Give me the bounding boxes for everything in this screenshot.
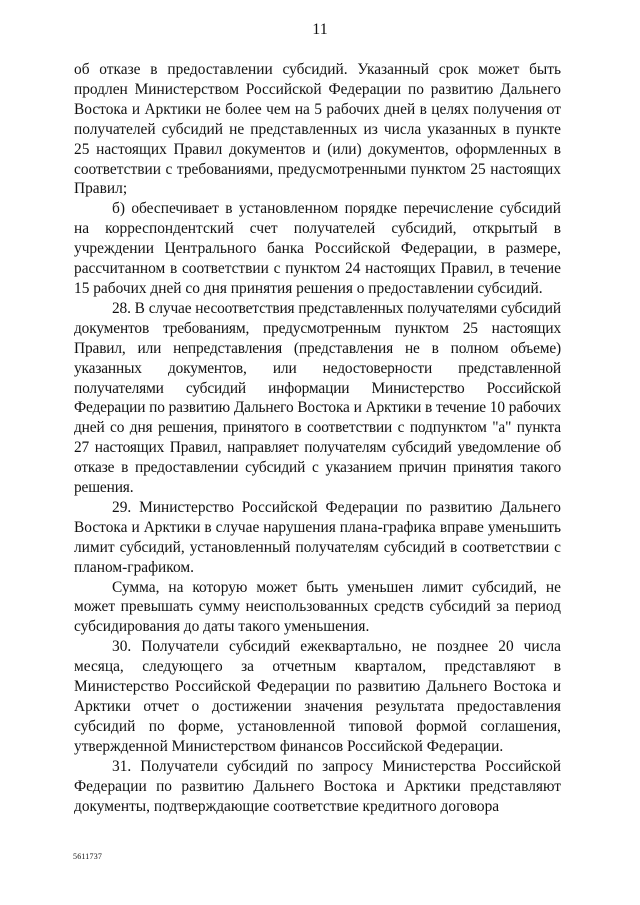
document-id: 5611737 <box>73 852 103 861</box>
paragraph-item-30: 30. Получатели субсидий ежеквартально, не позднее 20 числа месяца, следующего за отчетным кварталом, представляют в Министерство Российской Федерации по развитию Дальнего Востока и Арктики отчет о достижении значения результата предоставления субсидий по форме, установленной типовой формой соглашения, утвержденной Министерством финансов Российской Федерации. <box>74 638 561 755</box>
paragraph-limit-reduction: Сумма, на которую может быть уменьшен лимит субсидий, не может превышать сумму неиспользованных средств субсидий за период субсидирования до даты такого уменьшения. <box>74 578 561 636</box>
paragraph-subitem-b: б) обеспечивает в установленном порядке перечисление субсидий на корреспондентский счет получателей субсидий, открытый в учреждении Центрального банка Российской Федерации, в размере, рассчитанном в соответствии с пунктом 24 настоящих Правил, в течение 15 рабочих дней со дня принятия решения о предоставлении субсидий. <box>74 200 561 297</box>
paragraph-item-28: 28. В случае несоответствия представленных получателями субсидий документов требованиям, предусмотренным пунктом 25 настоящих Правил, или непредставления (представления не в полном объеме) указанных документов, или недостоверности представленной получателями субсидий информации Министерство Российской Федерации по развитию Дальнего Востока и Арктики в течение 10 рабочих дней со дня решения, принятого в соответствии с подпунктом "а" пункта 27 настоящих Правил, направляет получателям субсидий уведомление об отказе в предоставлении субсидий с указанием причин принятия такого решения. <box>74 299 561 497</box>
paragraph-item-31: 31. Получатели субсидий по запросу Министерства Российской Федерации по развитию Дальнего Востока и Арктики представляют документы, подтверждающие соответствие кредитного договора <box>74 757 561 815</box>
document-body <box>74 60 561 816</box>
paragraph-refusal-continuation: об отказе в предоставлении субсидий. Указанный срок может быть продлен Министерством Российской Федерации по развитию Дальнего Востока и Арктики не более чем на 5 рабочих дней в целях получения от получателей субсидий не представленных из числа указанных в пункте 25 настоящих Правил документов и (или) документов, оформленных в соответствии с требованиями, предусмотренными пунктом 25 настоящих Правил; <box>74 61 561 198</box>
page-number: 11 <box>312 21 328 38</box>
paragraph-item-29: 29. Министерство Российской Федерации по развитию Дальнего Востока и Арктики в случае нарушения плана-графика вправе уменьшить лимит субсидий, установленный получателям субсидий в соответствии с планом-графиком. <box>74 498 561 576</box>
